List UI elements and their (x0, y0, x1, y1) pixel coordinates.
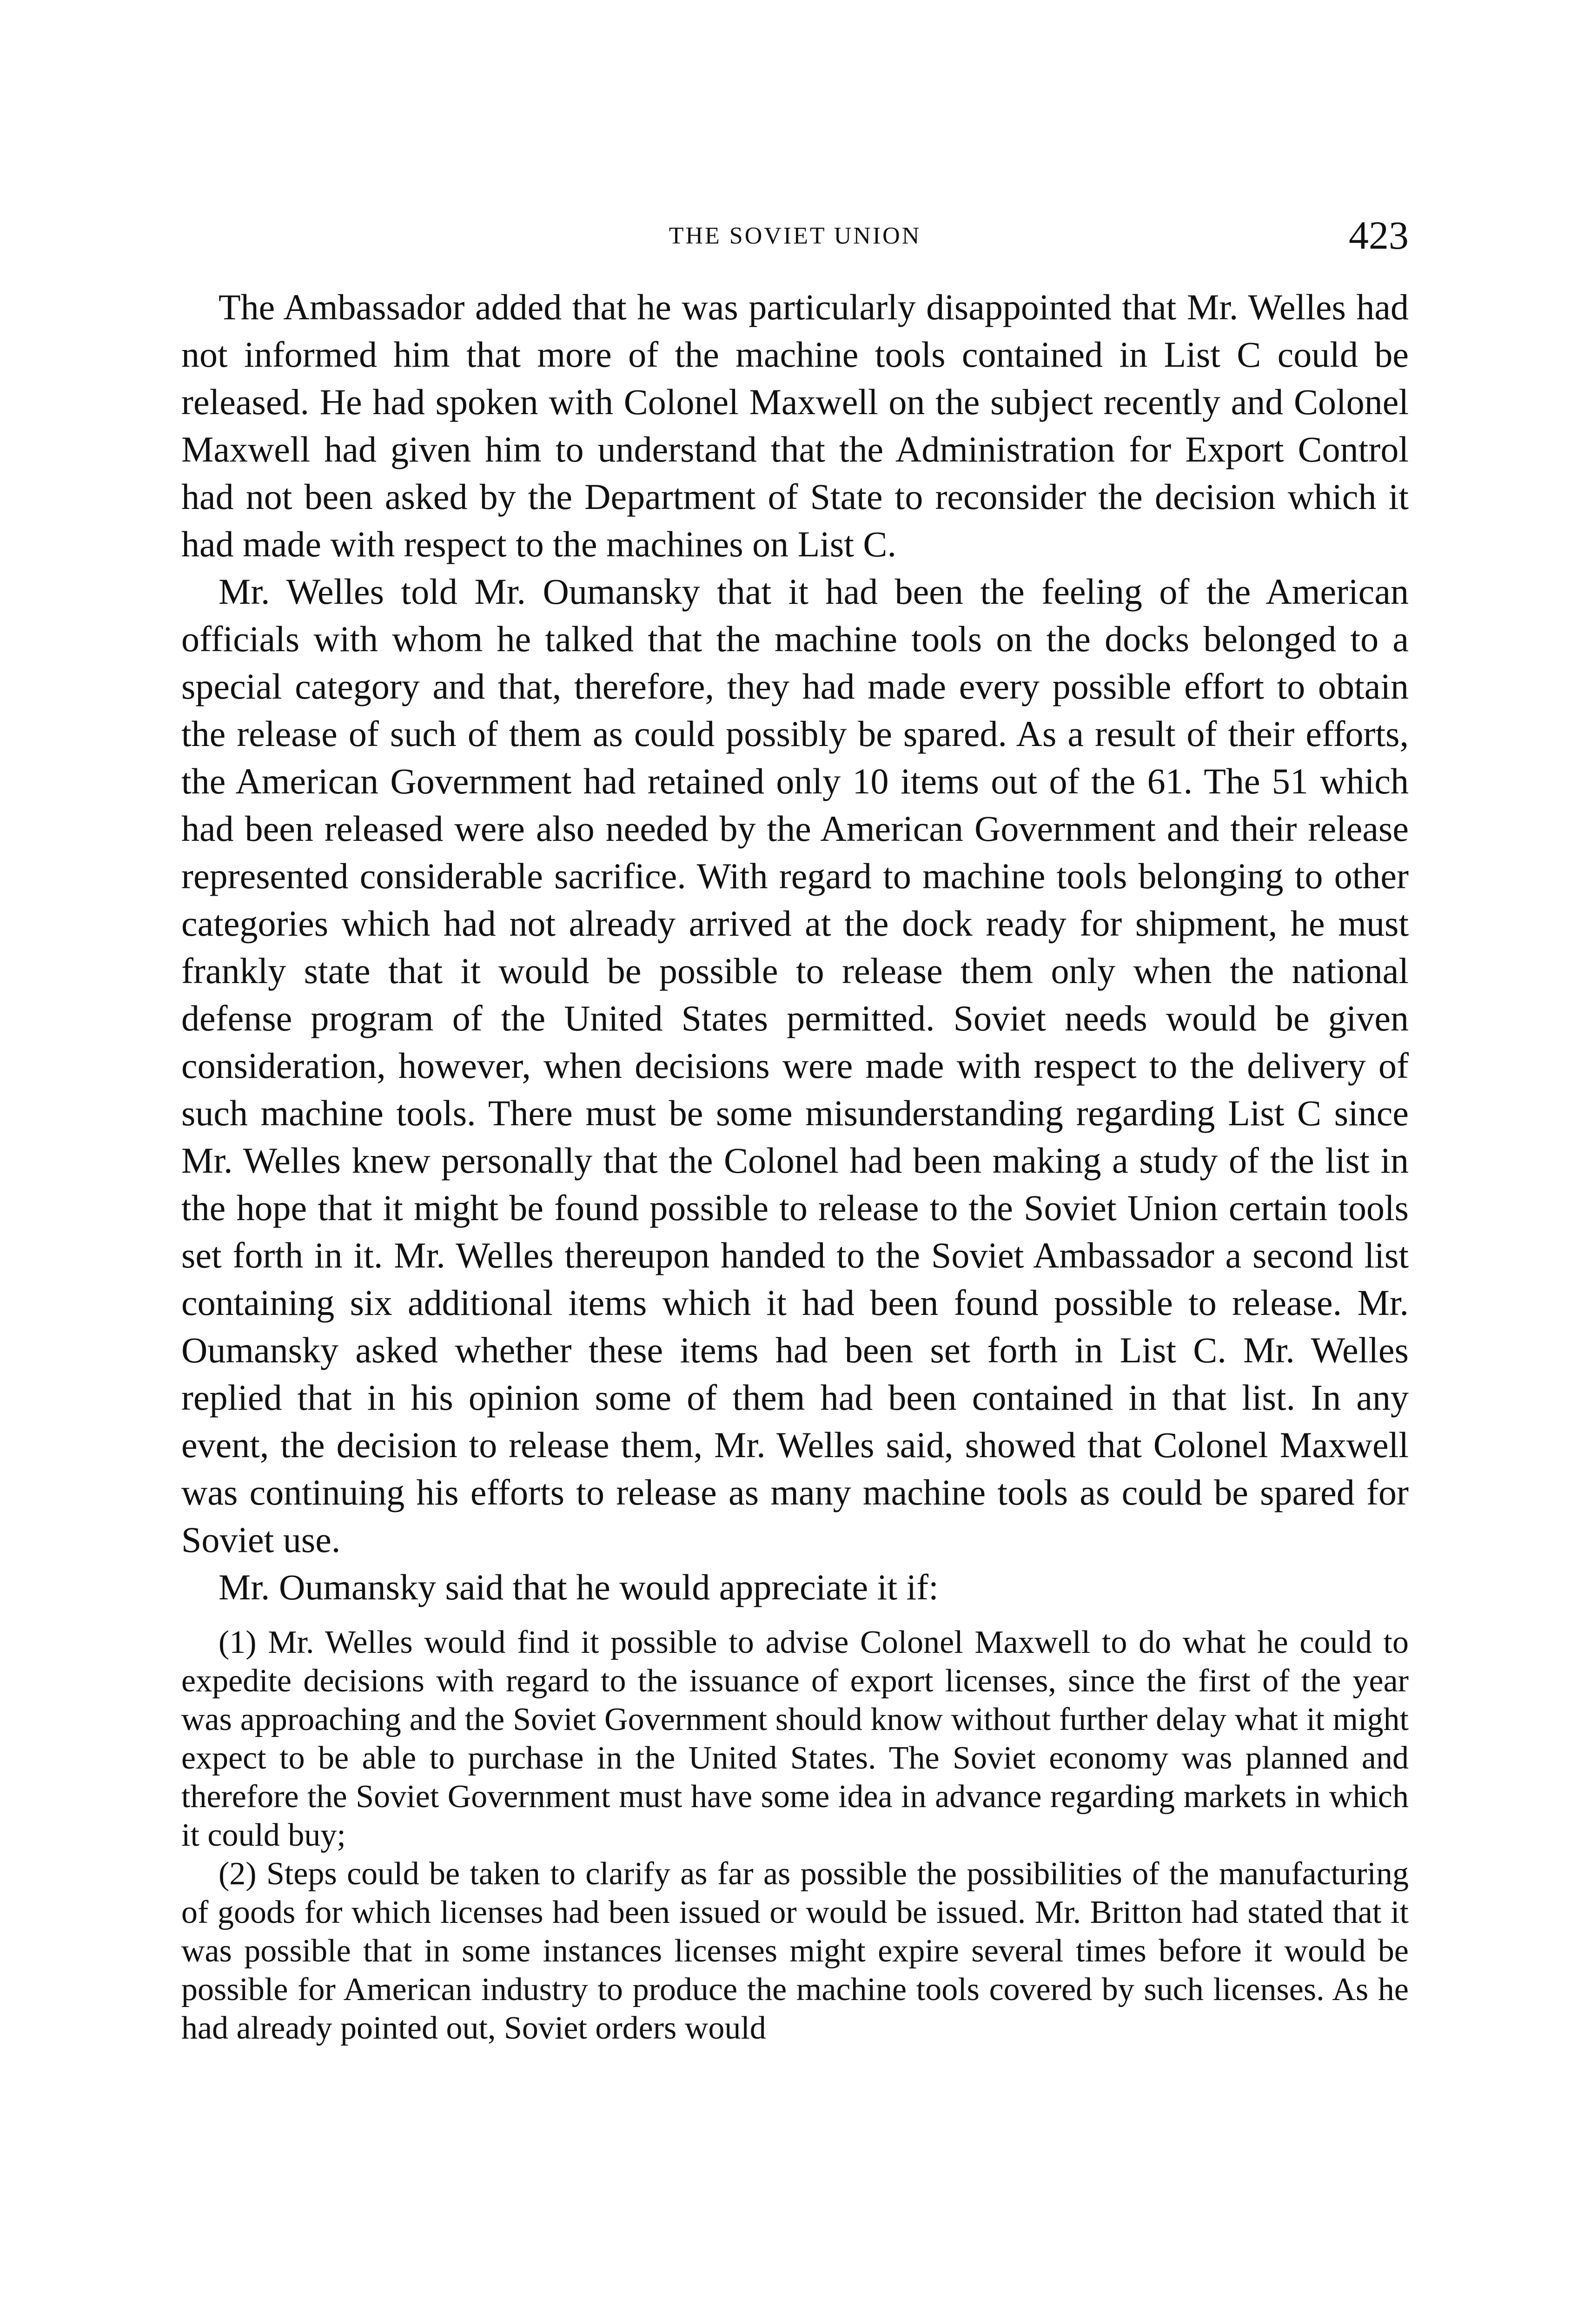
body-text (181, 284, 1409, 1611)
paragraph: The Ambassador added that he was particularly disappointed that Mr. Welles had not informed him that more of the machine tools contained in List C could be released. He had spoken with Colonel Maxwell on the subject recently and Colonel Maxwell had given him to understand that the Administration for Export Control had not been asked by the Department of State to reconsider the decision which it had made with respect to the machines on List C. (181, 287, 1409, 564)
paragraph: Mr. Welles told Mr. Oumansky that it had been the feeling of the American officials with whom he talked that the machine tools on the docks belonged to a special category and that, therefore, they had made every possible effort to obtain the release of such of them as could possibly be spared. As a result of their efforts, the American Government had retained only 10 items out of the 61. The 51 which had been released were also needed by the American Government and their release represented considerable sacrifice. With regard to machine tools belonging to other categories which had not already arrived at the dock ready for shipment, he must frankly state that it would be possible to release them only when the national defense program of the United States permitted. Soviet needs would be given consideration, however, when decisions were made with respect to the delivery of such machine tools. There must be some misunderstanding regarding List C since Mr. Welles knew personally that the Colonel had been making a study of the list in the hope that it might be found possible to release to the Soviet Union certain tools set forth in it. Mr. Welles thereupon handed to the Soviet Ambassador a second list containing six additional items which it had been found possible to release. Mr. Oumansky asked whether these items had been set forth in List C. Mr. Welles replied that in his opinion some of them had been contained in that list. In any event, the decision to release them, Mr. Welles said, showed that Colonel Maxwell was continuing his efforts to release as many machine tools as could be spared for Soviet use. (181, 571, 1409, 1560)
list-item: (1) Mr. Welles would find it possible to advise Colonel Maxwell to do what he could to expedite decisions with regard to the issuance of export licenses, since the first of the year was approaching and the Soviet Government should know without further delay what it might expect to be able to purchase in the United States. The Soviet economy was planned and therefore the Soviet Government must have some idea in advance regarding markets in which it could buy; (181, 1624, 1409, 1853)
list-item: (2) Steps could be taken to clarify as far as possible the possibilities of the manufacturing of goods for which licenses had been issued or would be issued. Mr. Britton had stated that it was possible that in some instances licenses might expire several times before it would be possible for American industry to produce the machine tools covered by such licenses. As he had already pointed out, Soviet orders would (181, 1856, 1409, 2046)
running-head: THE SOVIET UNION (669, 223, 921, 249)
paragraph: Mr. Oumansky said that he would appreciate it if: (219, 1567, 939, 1607)
page-header (181, 213, 1409, 279)
document-page (181, 213, 1409, 2047)
page-number: 423 (1349, 213, 1409, 257)
numbered-list (181, 1623, 1409, 2047)
